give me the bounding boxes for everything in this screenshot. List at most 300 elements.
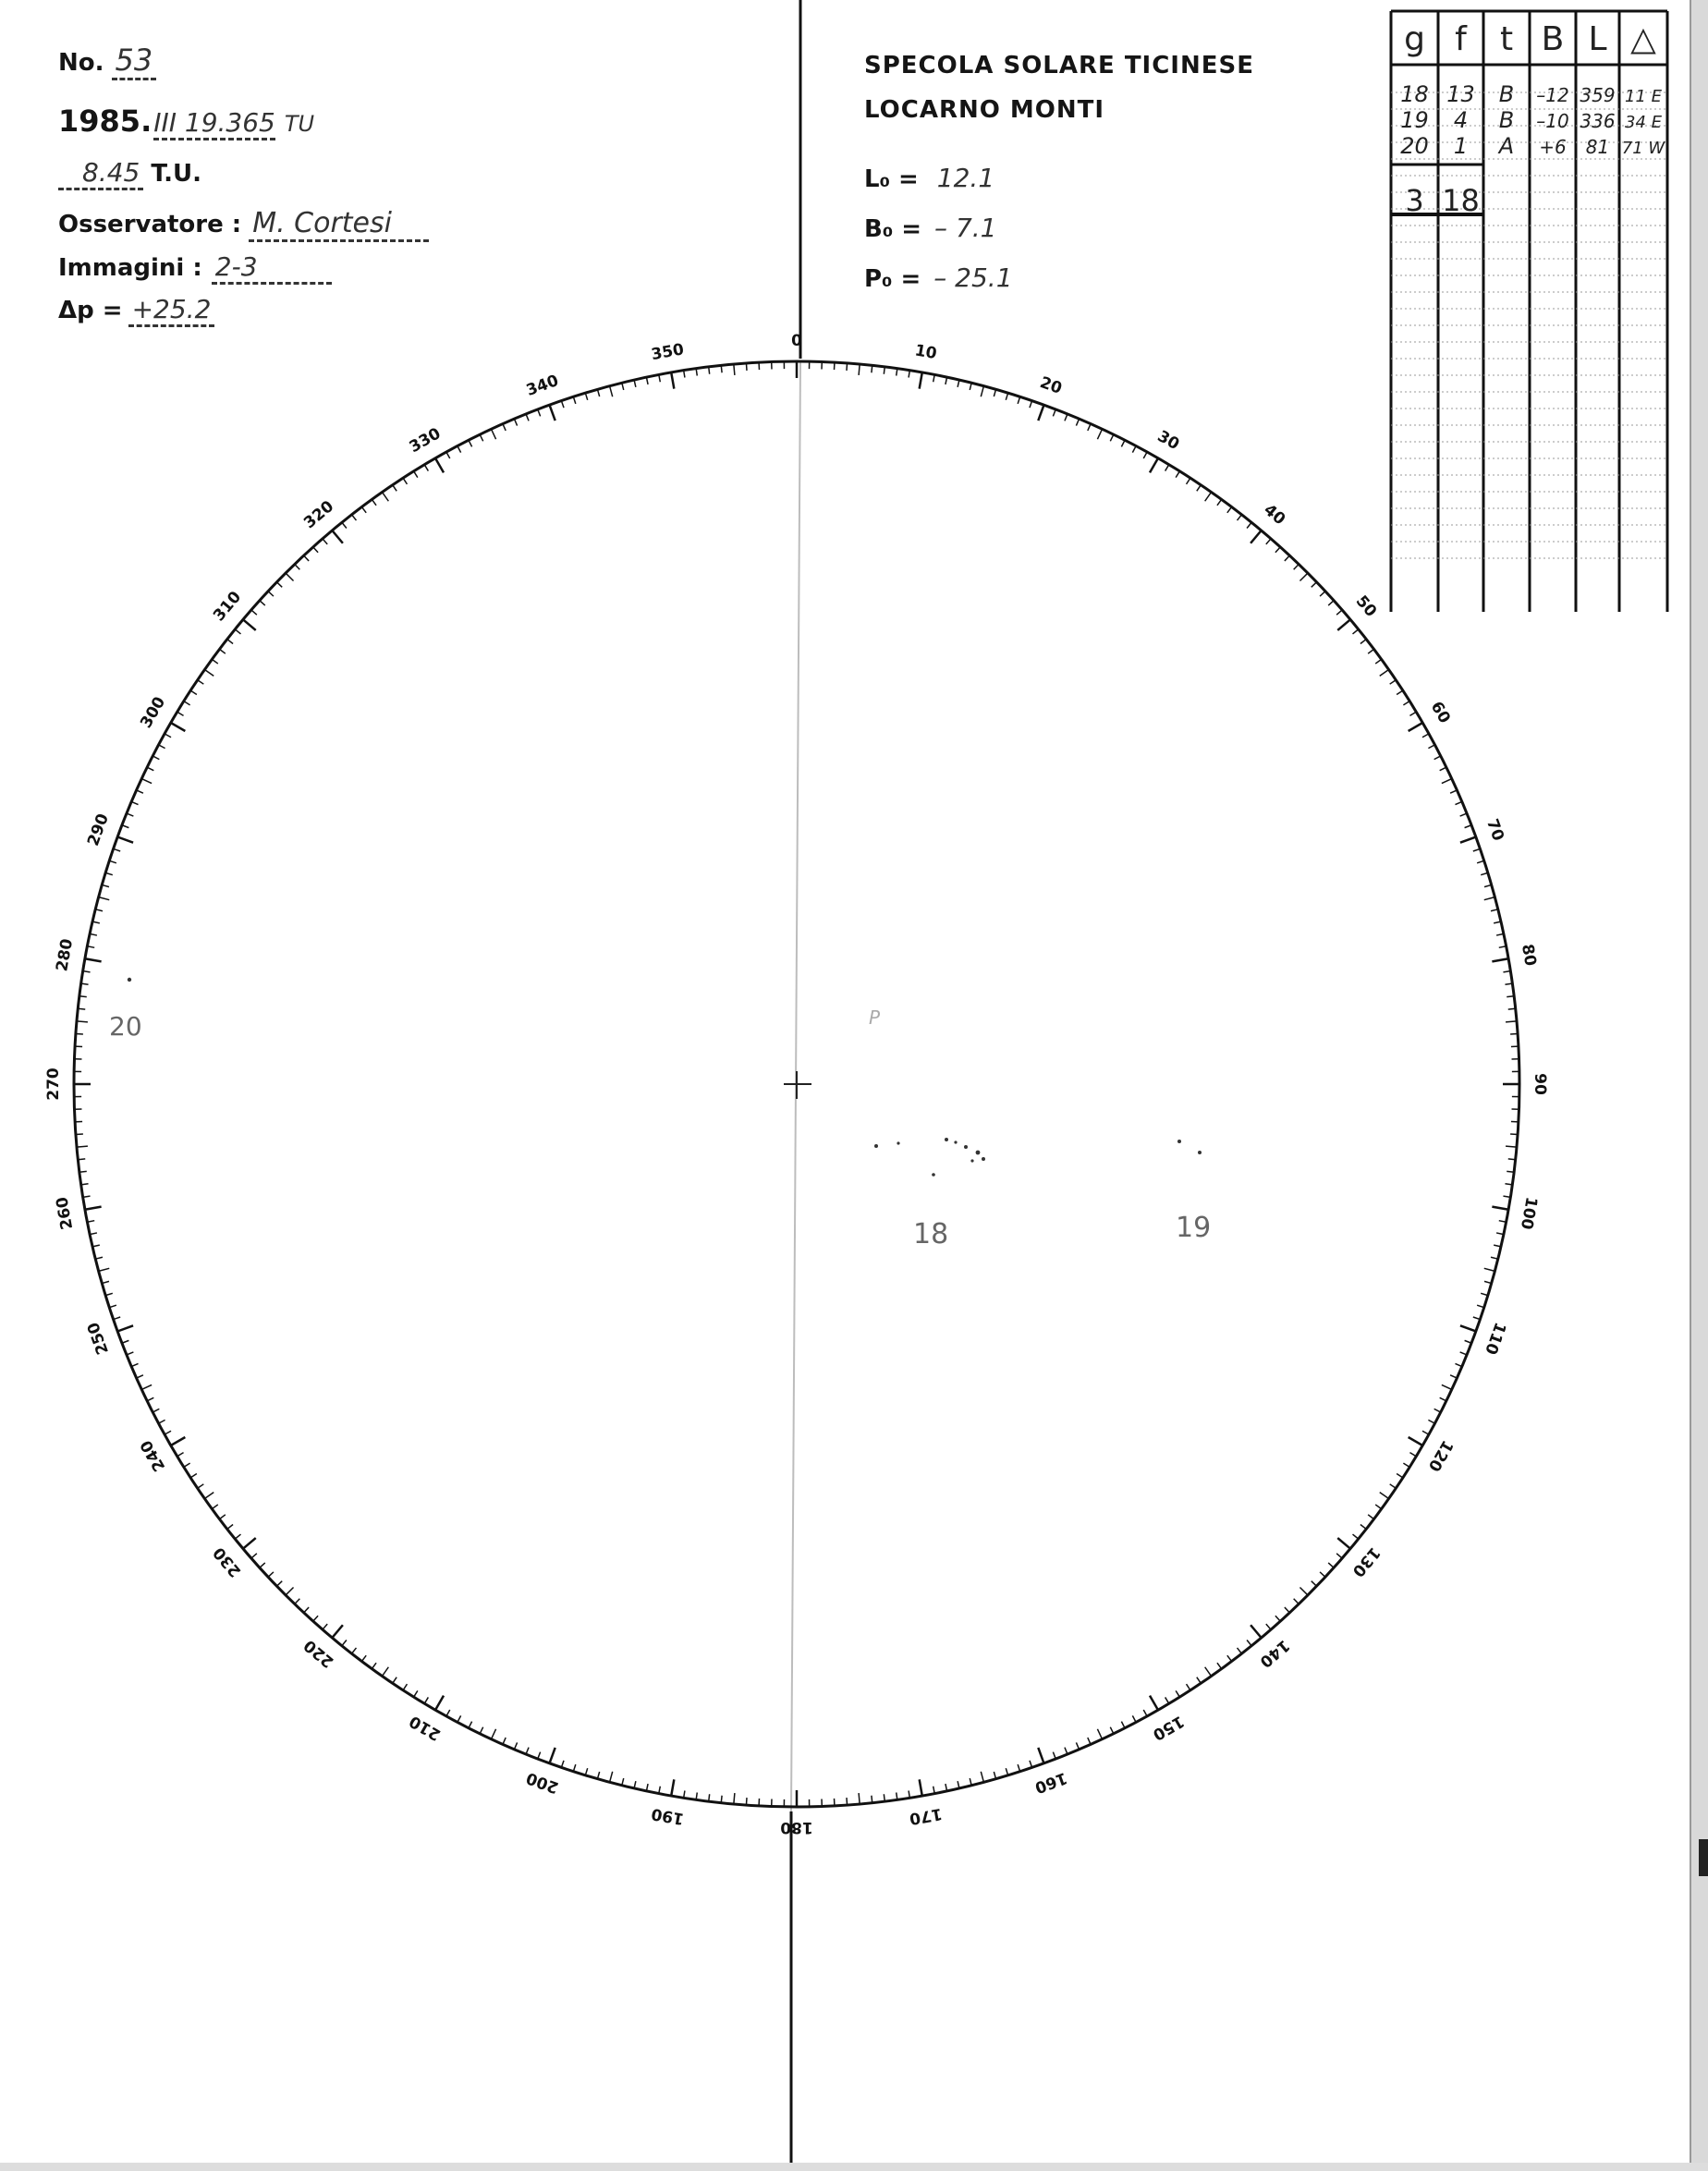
delta-p-value: +25.2 <box>128 294 215 327</box>
table-cell: 71 W <box>1621 139 1665 158</box>
time-unit: T.U. <box>151 160 201 188</box>
degree-tick <box>78 1159 85 1160</box>
degree-label-30: 30 <box>1153 427 1183 455</box>
degree-tick <box>1434 756 1441 760</box>
degree-tick <box>1053 1752 1055 1759</box>
degree-tick <box>1353 629 1359 634</box>
degree-tick <box>746 1798 747 1805</box>
degree-tick <box>295 1599 300 1604</box>
table-cell: 1 <box>1453 133 1469 159</box>
degree-tick <box>514 1742 517 1749</box>
degree-tick <box>1422 734 1429 738</box>
degree-tick <box>102 884 109 886</box>
degree-tick <box>1510 1134 1518 1135</box>
degree-tick <box>159 745 165 749</box>
degree-tick <box>1380 669 1389 676</box>
degree-tick <box>372 499 376 505</box>
degree-label-150: 150 <box>1149 1711 1188 1744</box>
table-cell: 19 <box>1400 107 1429 133</box>
degree-tick <box>414 471 418 478</box>
degree-label-280: 280 <box>53 937 78 973</box>
degree-tick <box>1506 1146 1517 1147</box>
degree-label-330: 330 <box>406 424 445 457</box>
degree-tick <box>1150 458 1158 473</box>
degree-tick <box>1320 1572 1325 1577</box>
degree-tick <box>342 522 347 528</box>
degree-tick <box>1285 555 1289 561</box>
p0-label: P₀ = <box>864 265 921 293</box>
degree-tick <box>610 1772 613 1783</box>
degree-tick <box>184 1463 190 1467</box>
degree-tick <box>1217 1663 1222 1668</box>
degree-tick <box>1460 837 1476 843</box>
degree-label-90: 90 <box>1531 1073 1549 1095</box>
degree-tick <box>1507 996 1514 997</box>
sunspot-group-18-marks <box>874 1138 985 1177</box>
degree-tick <box>458 1715 461 1722</box>
degree-tick <box>424 1697 428 1703</box>
degree-tick <box>243 1538 256 1549</box>
degree-tick <box>538 409 541 416</box>
degree-tick <box>1337 619 1350 630</box>
degree-tick <box>79 996 87 997</box>
degree-tick <box>1250 1625 1262 1638</box>
degree-tick <box>435 458 444 473</box>
degree-tick <box>503 1738 506 1744</box>
degree-label-160: 160 <box>1031 1768 1070 1797</box>
degree-tick <box>268 1572 274 1577</box>
degree-label-190: 190 <box>650 1803 686 1828</box>
table-cell: 4 <box>1453 107 1469 133</box>
degree-tick <box>1368 1515 1373 1519</box>
degree-tick <box>1165 465 1169 471</box>
degree-tick <box>1076 419 1079 425</box>
degree-tick <box>85 958 102 961</box>
degree-tick <box>122 1340 128 1343</box>
group-label-18: 18 <box>913 1218 949 1250</box>
table-cell: 81 <box>1585 136 1610 158</box>
degree-tick <box>1450 1375 1457 1378</box>
degree-tick <box>1312 582 1317 588</box>
degree-tick <box>550 1748 555 1763</box>
degree-tick <box>1227 506 1232 512</box>
group-label-19: 19 <box>1176 1212 1212 1244</box>
degree-tick <box>177 1453 184 1457</box>
degree-label-0: 0 <box>791 332 802 350</box>
degree-tick <box>414 1690 418 1697</box>
degree-tick <box>709 1794 710 1801</box>
degree-tick <box>304 1607 309 1613</box>
degree-tick <box>1450 790 1457 793</box>
degree-tick <box>847 363 848 371</box>
degree-tick <box>597 389 599 396</box>
table-cell: A <box>1498 133 1515 159</box>
degree-tick <box>95 909 103 911</box>
degree-label-140: 140 <box>1255 1635 1293 1671</box>
degree-tick <box>1491 909 1498 911</box>
table-cell: 18 <box>1400 81 1429 107</box>
degree-tick <box>1088 1738 1091 1744</box>
degree-tick <box>1187 478 1190 484</box>
table-header-1: f <box>1455 20 1467 58</box>
degree-tick <box>1442 1384 1452 1389</box>
degree-tick <box>1176 1690 1179 1697</box>
degree-tick <box>920 1779 922 1796</box>
degree-tick <box>1197 485 1201 492</box>
degree-label-50: 50 <box>1351 592 1381 621</box>
degree-tick <box>1409 1453 1416 1457</box>
degree-tick <box>1217 499 1222 505</box>
degree-tick <box>458 446 461 453</box>
degree-label-210: 210 <box>406 1711 445 1744</box>
degree-tick <box>1506 1021 1517 1022</box>
degree-tick <box>122 825 128 828</box>
degree-label-120: 120 <box>1423 1436 1457 1475</box>
degree-tick <box>85 1207 102 1210</box>
pore-mark: P <box>869 1006 881 1029</box>
degree-tick <box>721 1796 722 1803</box>
table-cell: 11 E <box>1625 87 1662 106</box>
degree-tick <box>276 582 282 588</box>
degree-tick <box>1238 1648 1242 1653</box>
degree-tick <box>1397 690 1403 694</box>
table-header-4: L <box>1588 20 1607 58</box>
degree-tick <box>1508 1008 1516 1009</box>
degree-label-60: 60 <box>1426 698 1454 727</box>
degree-tick <box>286 573 293 580</box>
degree-tick <box>1132 1715 1136 1722</box>
degree-tick <box>117 1325 133 1331</box>
degree-tick <box>1065 414 1068 421</box>
degree-tick <box>1455 801 1461 804</box>
degree-tick <box>1484 884 1492 886</box>
degree-tick <box>159 1420 165 1423</box>
degree-label-320: 320 <box>300 497 338 533</box>
degree-tick <box>503 424 506 431</box>
degree-tick <box>435 1696 444 1711</box>
degree-tick <box>994 1772 995 1779</box>
degree-tick <box>1266 1624 1271 1629</box>
degree-tick <box>1097 429 1102 439</box>
degree-tick <box>165 734 171 738</box>
degree-tick <box>622 383 624 390</box>
degree-tick <box>95 1257 103 1259</box>
degree-tick <box>127 1352 133 1355</box>
degree-tick <box>219 1515 225 1519</box>
table-cell: 336 <box>1580 110 1616 132</box>
table-header-5: △ <box>1630 20 1656 58</box>
b0-value: – 7.1 <box>934 213 997 243</box>
degree-tick <box>1299 1587 1307 1594</box>
degree-tick <box>141 779 152 784</box>
degree-tick <box>1409 1437 1423 1445</box>
table-cell: –12 <box>1536 84 1569 106</box>
degree-tick <box>1455 1363 1461 1366</box>
degree-tick <box>1428 745 1434 749</box>
degree-tick <box>99 1268 110 1271</box>
date-printed: 1985. <box>58 104 152 139</box>
degree-tick <box>78 1008 85 1009</box>
degree-tick <box>480 434 483 441</box>
degree-label-80: 80 <box>1517 942 1540 968</box>
degree-label-350: 350 <box>650 340 686 365</box>
p0-value: – 25.1 <box>933 262 1013 293</box>
degree-tick <box>251 1554 257 1558</box>
degree-tick <box>177 712 184 715</box>
degree-tick <box>361 506 366 512</box>
degree-tick <box>734 364 735 375</box>
degree-tick <box>1337 1538 1350 1549</box>
degree-tick <box>332 531 343 543</box>
degree-tick <box>276 1581 282 1587</box>
degree-tick <box>361 1655 366 1661</box>
degree-tick <box>1143 452 1147 458</box>
degree-tick <box>393 485 396 492</box>
degree-tick <box>313 547 318 553</box>
degree-tick <box>1492 1207 1508 1210</box>
degree-tick <box>227 1525 233 1530</box>
degree-tick <box>227 640 233 644</box>
degree-tick <box>235 629 240 634</box>
degree-tick <box>1484 1268 1495 1271</box>
degree-tick <box>403 1684 407 1690</box>
degree-tick <box>235 1534 240 1539</box>
degree-tick <box>243 619 256 630</box>
degree-tick <box>424 465 428 471</box>
degree-tick <box>268 592 274 596</box>
degree-tick <box>1088 424 1091 431</box>
degree-tick <box>514 419 517 425</box>
degree-tick <box>1038 405 1043 421</box>
degree-label-260: 260 <box>53 1195 78 1231</box>
degree-tick <box>76 1134 83 1135</box>
degree-tick <box>469 440 472 446</box>
degree-tick <box>1440 1397 1446 1401</box>
group-label-20: 20 <box>109 1011 142 1042</box>
degree-tick <box>1360 640 1366 644</box>
degree-tick <box>403 478 407 484</box>
degree-tick <box>171 723 186 731</box>
table-cell: –10 <box>1536 110 1569 132</box>
degree-tick <box>671 372 674 389</box>
degree-tick <box>372 1663 376 1668</box>
date-suffix: TU <box>284 111 315 137</box>
degree-tick <box>1460 1352 1467 1355</box>
table-total-0: 3 <box>1405 183 1424 218</box>
degree-tick <box>79 1171 87 1172</box>
degree-tick <box>970 1778 971 1786</box>
degree-tick <box>260 1563 265 1567</box>
degree-tick <box>597 1772 599 1779</box>
observer-label: Osservatore : <box>58 211 242 238</box>
degree-tick <box>1176 471 1179 478</box>
degree-label-220: 220 <box>300 1635 338 1671</box>
degree-tick <box>286 1587 293 1594</box>
degree-tick <box>332 1625 343 1638</box>
degree-tick <box>1336 610 1342 615</box>
degree-tick <box>295 564 300 569</box>
degree-tick <box>1110 1727 1114 1734</box>
degree-tick <box>152 1409 159 1412</box>
b0-label: B₀ = <box>864 215 922 243</box>
degree-tick <box>1460 1325 1476 1331</box>
observer-value: M. Cortesi <box>249 207 429 242</box>
delta-p-label: Δp = <box>58 297 123 324</box>
degree-tick <box>137 790 143 793</box>
degree-tick <box>352 1648 357 1653</box>
degree-tick <box>1403 701 1409 705</box>
degree-tick <box>480 1727 483 1734</box>
table-header-2: t <box>1499 20 1514 58</box>
degree-tick <box>920 372 922 389</box>
l0-value: 12.1 <box>936 163 995 193</box>
degree-tick <box>99 897 110 900</box>
table-cell: B <box>1498 107 1515 133</box>
degree-tick <box>1110 434 1114 441</box>
images-value: 2-3 <box>212 251 332 285</box>
degree-tick <box>1403 1463 1409 1467</box>
degree-tick <box>1397 1474 1403 1478</box>
degree-tick <box>131 1363 138 1366</box>
degree-tick <box>1484 897 1495 900</box>
degree-label-70: 70 <box>1482 816 1507 844</box>
sunspot-group-19-marks <box>1177 1140 1202 1154</box>
degree-tick <box>1132 446 1136 453</box>
degree-tick <box>190 690 197 694</box>
degree-tick <box>352 515 357 520</box>
table-cell: B <box>1498 81 1515 107</box>
degree-tick <box>1336 1554 1342 1558</box>
images-label: Immagini : <box>58 254 202 282</box>
degree-tick <box>147 767 153 771</box>
time-value: 8.45 <box>58 157 143 190</box>
degree-tick <box>1507 1171 1514 1172</box>
degree-tick <box>981 1772 983 1783</box>
degree-tick <box>1205 492 1212 501</box>
degree-tick <box>212 1505 217 1509</box>
degree-tick <box>526 414 529 421</box>
table-header-0: g <box>1404 20 1425 58</box>
degree-tick <box>1375 659 1381 664</box>
number-value: 53 <box>112 43 157 80</box>
degree-tick <box>102 1281 109 1283</box>
degree-tick <box>1510 1033 1518 1034</box>
degree-tick <box>1375 1505 1381 1509</box>
degree-tick <box>1312 1581 1317 1587</box>
degree-tick <box>212 659 217 664</box>
degree-tick <box>1465 825 1471 828</box>
degree-tick <box>219 649 225 653</box>
degree-tick <box>76 1033 83 1034</box>
degree-tick <box>184 701 190 705</box>
degree-tick <box>1492 958 1508 961</box>
degree-tick <box>131 801 138 804</box>
degree-tick <box>622 1778 624 1786</box>
disk-center-cross <box>784 1071 811 1099</box>
degree-tick <box>1328 601 1334 605</box>
degree-tick <box>1121 440 1125 446</box>
degree-tick <box>1053 409 1055 416</box>
table-cell: 34 E <box>1625 113 1662 132</box>
degree-tick <box>1165 1697 1169 1703</box>
degree-tick <box>1320 592 1325 596</box>
degree-tick <box>1038 1748 1043 1763</box>
degree-label-170: 170 <box>908 1803 944 1828</box>
degree-tick <box>1508 1159 1516 1160</box>
degree-tick <box>1422 1431 1429 1434</box>
table-cell: 359 <box>1580 84 1616 106</box>
degree-tick <box>1409 723 1423 731</box>
degree-tick <box>1285 1607 1289 1613</box>
degree-tick <box>1266 539 1271 544</box>
degree-label-230: 230 <box>210 1543 246 1580</box>
degree-tick <box>1434 1409 1441 1412</box>
degree-tick <box>1353 1534 1359 1539</box>
degree-label-10: 10 <box>913 341 939 364</box>
degree-tick <box>1368 649 1373 653</box>
degree-tick <box>204 669 214 676</box>
degree-tick <box>970 383 971 390</box>
degree-tick <box>1065 1748 1068 1754</box>
degree-tick <box>77 1021 88 1022</box>
degree-tick <box>141 1384 152 1389</box>
degree-tick <box>721 365 722 372</box>
degree-tick <box>198 680 204 684</box>
degree-label-340: 340 <box>523 372 562 400</box>
degree-label-40: 40 <box>1260 500 1289 530</box>
degree-tick <box>538 1752 541 1759</box>
degree-tick <box>1247 522 1251 528</box>
degree-tick <box>1442 779 1452 784</box>
degree-tick <box>492 1729 496 1739</box>
degree-tick <box>734 1793 735 1804</box>
date-handwritten: III 19.365 <box>153 107 275 140</box>
table-header-3: B <box>1541 20 1565 58</box>
degree-tick <box>382 1667 388 1677</box>
degree-tick <box>323 1624 327 1629</box>
table-total-1: 18 <box>1442 183 1480 218</box>
degree-tick <box>1250 531 1262 543</box>
degree-tick <box>127 813 133 816</box>
degree-tick <box>165 1431 171 1434</box>
degree-tick <box>323 539 327 544</box>
degree-label-240: 240 <box>137 1436 170 1475</box>
degree-tick <box>492 429 496 439</box>
degree-label-20: 20 <box>1037 373 1065 398</box>
sunspot-group-20-marks <box>128 978 131 982</box>
degree-tick <box>859 1793 860 1804</box>
degree-tick <box>1465 1340 1471 1343</box>
institution-line2: LOCARNO MONTI <box>864 96 1105 124</box>
degree-tick <box>1187 1684 1190 1690</box>
degree-tick <box>1440 767 1446 771</box>
degree-tick <box>1460 813 1467 816</box>
degree-tick <box>1484 1281 1492 1283</box>
degree-tick <box>1328 1563 1334 1567</box>
degree-tick <box>1390 680 1397 684</box>
degree-tick <box>1097 1729 1102 1739</box>
degree-tick <box>260 601 265 605</box>
degree-tick <box>526 1748 529 1754</box>
degree-tick <box>1275 547 1280 553</box>
degree-tick <box>171 1437 186 1445</box>
degree-tick <box>251 610 257 615</box>
degree-tick <box>342 1640 347 1646</box>
table-cell: +6 <box>1539 136 1567 158</box>
degree-tick <box>1491 1257 1498 1259</box>
degree-tick <box>859 364 860 375</box>
degree-tick <box>994 389 995 396</box>
